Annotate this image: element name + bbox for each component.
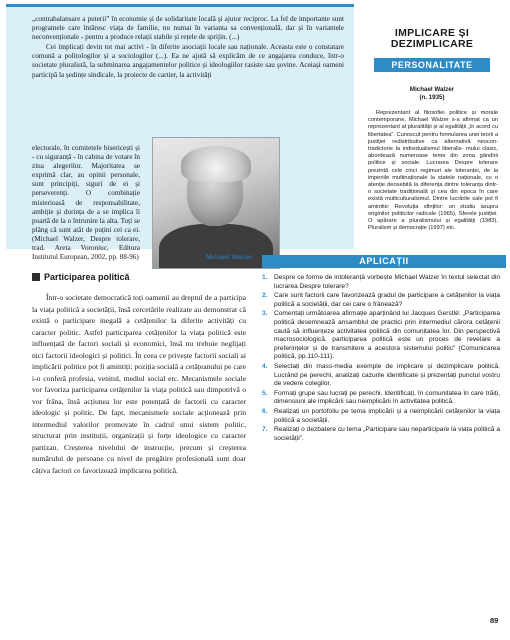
page-number: 89 xyxy=(490,616,499,625)
photo-caption: Michael Walzer xyxy=(206,254,253,261)
section-heading-text: Participarea politică xyxy=(44,272,130,282)
quote-text xyxy=(32,15,344,81)
quote-paragraph-2: Cei implicați devin tot mai activi - în diferite asociații locale sau naționale. Aceasta este o constatare comună a politologilor și a sociologilor (...). Ea ne ajută să explicăm de ce angajarea conduce, într-o societate pluralistă, la subminarea angajamentelor politice și ideologiilor rasiste sau şovine. Aceiași oameni participă la ședințe sindicale, la proiecte de cartier, la activități xyxy=(32,43,344,79)
section-body xyxy=(32,292,246,476)
item-number: 1. xyxy=(262,274,268,281)
item-text: Formați grupe sau lucrați pe perechi. Identificați, în comunitatea în care trăiți, dimensiuni ale implicării sau neimplicării în activitatea politică. xyxy=(274,389,500,406)
applications-list xyxy=(262,274,500,444)
item-text: Selectați din mass-media exemple de implicare și dezimplicare politică. Lucrând pe perechi, analizați cazurile identificate și prezentați punctul vostru de vedere colegilor. xyxy=(274,362,500,388)
item-number: 2. xyxy=(262,292,268,300)
applications-banner: APLICAȚII xyxy=(262,255,506,268)
section-heading xyxy=(32,272,130,282)
item-number: 7. xyxy=(262,426,268,434)
list-item xyxy=(262,426,500,443)
textbook-page xyxy=(6,4,506,634)
item-text: Despre ce forme de intoleranță vorbește Michael Walzer în textul selectat din lucrarea Despre tolerare? xyxy=(274,274,500,290)
item-text: Comentați următoarea afirmație aparținând lui Jacques Gerstlé: „Participarea politică desemnează ansamblul de practici prin intermediul cărora cetățenii caută să influențeze activitatea politică din comunitatea lor. Din perspectivă macrosociologică, participarea politică este un proces de revelare a preferințelor și de transmitere a acestora sistemului politic” (Comunicarea politică, pp.110-111). xyxy=(274,310,500,361)
list-item xyxy=(262,408,500,425)
square-bullet-icon xyxy=(32,273,40,281)
quote-panel xyxy=(6,4,354,262)
personality-banner: PERSONALITATE xyxy=(374,58,490,72)
section-body-text: Într-o societate democratică toți oamenii au dreptul de a participa la viața politică a societății, însă cercetările realizate au demonstrat că există o participare inegală a cetățenilor la diferite activități cu caracter politic. Astfel participarea cetățenilor la viața politică este influențată de factori sociali și economici, însă nu trebuie neglijați nici factorii ideologici și politici. În ceea ce privește factorii sociali ai implicării politice pot fi amintiți: poziția socială a cetățeanului pe care i-o conferă profesia, venitul, mediul social etc. Mecanismele sociale vor favoriza participarea cetățenilor la viața politică sau dimpotrivă o vor frâna, însă acțiunea lor este potențată de factorii cu caracter ideologic și politic. De fapt, mecanismele sociale acționează prin intermediul valorilor promovate în cadrul unui sistem politic, structurat prin instituții, organizații și forțe ideologice cu caracter partizan. Creșterea nivelului de instrucție, precum și creșterea numărului de persoane cu nivel de pregătire profesională sunt doar câțiva factori ce favorizează implicarea politică. xyxy=(32,293,246,475)
quote-paragraph-3: electorale, în comitetele bisericești și - cu siguranță - în cabina de votare în ziua alegerilor. Majoritatea se exprimă clar, au opinii personale, sunt principiți, siguri de ei și perseverenți. O combinație misterioasă de responsabilitate, ambiție și dorința de a se implica îi poartă de la o întrunire la alta. Toți se plâng că sunt atât de puțini cei ca ei. (Michael Walzer, Despre tolerare, trad. Areta Voroniuc, Editura Institutul European, 2002, pp. 88-96) xyxy=(32,144,140,262)
author-years: (n. 1935) xyxy=(419,94,445,101)
item-text: Care sunt factorii care favorizează gradul de participare a cetățenilor la viața politică a societății, dar cei care o frânează? xyxy=(274,292,500,308)
photo-body-shape xyxy=(159,224,273,269)
item-number: 4. xyxy=(262,362,268,370)
item-number: 3. xyxy=(262,310,268,318)
photo-hair-shape xyxy=(181,146,251,182)
item-text: Realizați o dezbatere cu tema „Participare sau neparticipare la viața politică a societății”. xyxy=(274,426,500,442)
chapter-title: IMPLICARE ȘI DEZIMPLICARE xyxy=(390,27,474,50)
list-item xyxy=(262,363,500,389)
item-number: 6. xyxy=(262,407,268,415)
quote-continuation xyxy=(32,144,140,262)
author-photo xyxy=(152,137,280,269)
author-bio-text: Reprezentant al filosofiei politice și morale contemporane, Michael Walzer s-a afirmat ca un reprezentant al pluralității și al egalității „în acord cu libertatea”. Cunoscut pentru formularea unei teorii a justiției redistributive ca alternativă neocon- tradictorie la individualismul liberalis- mului clasic, abordează numeroase teme din zona gândirii politice și sociale. Lucrarea Despre tolerare prezintă cele cinci regimuri ale toleranței, de la imperiile multinaționale la statele naționale, cu o atenție deosebită la diferența dintre toleranța dintr-o societate tradițională și cea din epoca în care există multiculturalismul. Dintre lucrările sale pot fi amintite: Revoluția sfinților: un studiu asupra originilor politicilor radicale (1965), Sferele justiției. O apărare a pluralismului și egalității (1983), Pluralism și democrație (1997) etc. xyxy=(368,110,498,232)
author-info xyxy=(362,86,502,102)
list-item xyxy=(262,390,500,407)
list-item xyxy=(262,274,500,291)
author-bio xyxy=(368,110,498,232)
quote-paragraph-1: „contrabalansare a puterii” în economie și de solidaritate locală și ajutor reciproc. La fel de importante sunt programele care întăresc viața de familie, nu numai în varianta sa convențională, dar și în variantele neconvenționale - pentru a produce relații stabile și rețele de sprijin. (...) xyxy=(32,15,344,42)
item-number: 5. xyxy=(262,389,268,397)
list-item xyxy=(262,310,500,362)
list-item xyxy=(262,292,500,309)
author-name: Michael Walzer xyxy=(409,86,455,93)
item-text: Realizați un portofoliu pe tema implicării și a neimplicării cetățenilor la viața politică a societății. xyxy=(274,407,500,424)
